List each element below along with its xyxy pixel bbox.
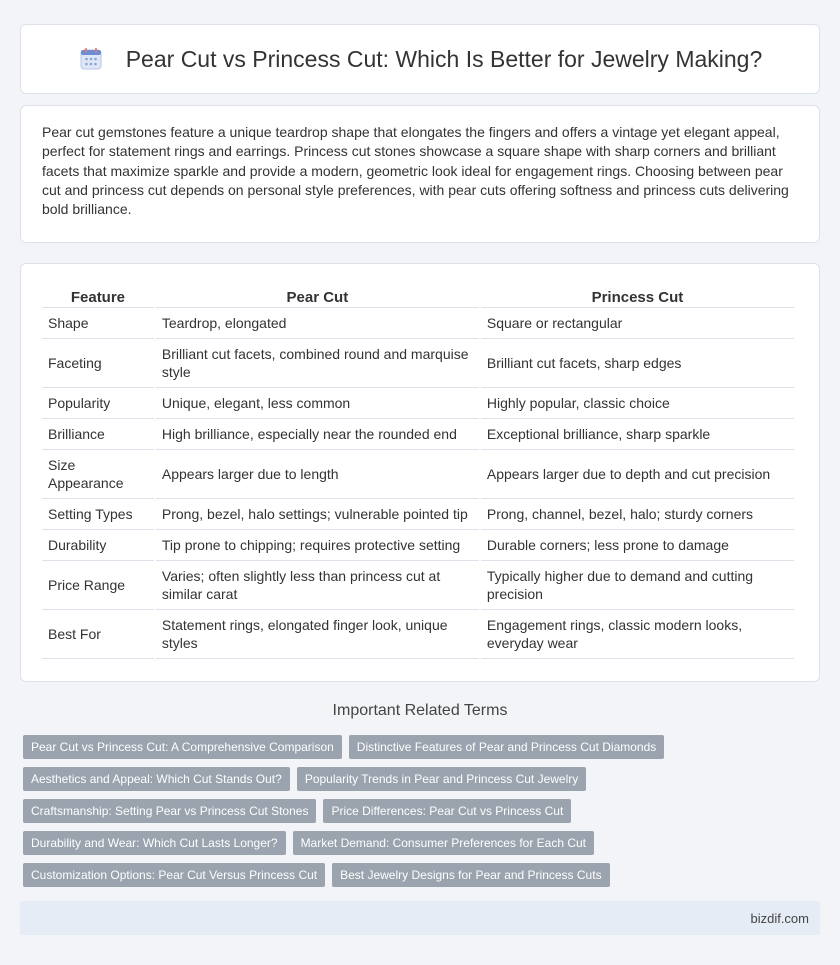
tag-row xyxy=(23,767,818,791)
table-cell-princess: Square or rectangular xyxy=(481,308,794,339)
related-term-tag[interactable]: Price Differences: Pear Cut vs Princess Cut xyxy=(323,799,571,823)
related-term-tag[interactable]: Aesthetics and Appeal: Which Cut Stands Out? xyxy=(23,767,290,791)
related-term-tag[interactable]: Durability and Wear: Which Cut Lasts Longer? xyxy=(23,831,286,855)
tag-row xyxy=(23,799,818,823)
table-cell-pear: Varies; often slightly less than princess cut at similar carat xyxy=(156,561,479,610)
table-cell-feature: Popularity xyxy=(42,388,154,419)
table-row xyxy=(42,610,794,659)
related-term-tag[interactable]: Pear Cut vs Princess Cut: A Comprehensive Comparison xyxy=(23,735,342,759)
table-cell-feature: Faceting xyxy=(42,339,154,388)
table-cell-feature: Durability xyxy=(42,530,154,561)
tag-row xyxy=(23,831,818,855)
related-term-tag[interactable]: Market Demand: Consumer Preferences for Each Cut xyxy=(293,831,594,855)
footer-site-link[interactable]: bizdif.com xyxy=(750,910,809,926)
related-term-tag[interactable]: Best Jewelry Designs for Pear and Princess Cuts xyxy=(332,863,609,887)
table-header-pear-cut: Pear Cut xyxy=(156,286,479,308)
intro-text: Pear cut gemstones feature a unique teardrop shape that elongates the fingers and offers a vintage yet elegant appeal, perfect for statement rings and earrings. Princess cut stones showcase a square shape with sharp corners and brilliant facets that maximize sparkle and provide a modern, geometric look ideal for engagement rings. Choosing between pear cut and princess cut depends on personal style preferences, with pear cuts offering softness and princess cuts delivering bold brilliance. xyxy=(42,124,789,218)
header-card xyxy=(20,24,820,94)
related-term-tag[interactable]: Distinctive Features of Pear and Princess Cut Diamonds xyxy=(349,735,664,759)
table-cell-feature: Price Range xyxy=(42,561,154,610)
related-terms-list xyxy=(23,735,818,895)
table-cell-princess: Exceptional brilliance, sharp sparkle xyxy=(481,419,794,450)
footer xyxy=(20,901,820,935)
table-cell-pear: Statement rings, elongated finger look, unique styles xyxy=(156,610,479,659)
table-cell-pear: Brilliant cut facets, combined round and marquise style xyxy=(156,339,479,388)
table-cell-princess: Typically higher due to demand and cutting precision xyxy=(481,561,794,610)
table-cell-feature: Size Appearance xyxy=(42,450,154,499)
table-header-row xyxy=(42,286,794,308)
table-cell-pear: Appears larger due to length xyxy=(156,450,479,499)
table-cell-princess: Prong, channel, bezel, halo; sturdy corners xyxy=(481,499,794,530)
tag-row xyxy=(23,863,818,887)
table-cell-princess: Engagement rings, classic modern looks, everyday wear xyxy=(481,610,794,659)
table-cell-pear: Teardrop, elongated xyxy=(156,308,479,339)
table-row xyxy=(42,419,794,450)
table-cell-pear: Tip prone to chipping; requires protective setting xyxy=(156,530,479,561)
table-row xyxy=(42,499,794,530)
intro-card xyxy=(20,105,820,243)
table-cell-feature: Brilliance xyxy=(42,419,154,450)
comparison-table xyxy=(40,286,796,659)
tag-row xyxy=(23,735,818,759)
table-row xyxy=(42,561,794,610)
table-header-princess-cut: Princess Cut xyxy=(481,286,794,308)
table-row xyxy=(42,308,794,339)
table-cell-pear: High brilliance, especially near the rounded end xyxy=(156,419,479,450)
comparison-table-card xyxy=(20,263,820,682)
table-row xyxy=(42,339,794,388)
related-term-tag[interactable]: Popularity Trends in Pear and Princess Cut Jewelry xyxy=(297,767,586,791)
table-cell-princess: Durable corners; less prone to damage xyxy=(481,530,794,561)
page-title: Pear Cut vs Princess Cut: Which Is Better for Jewelry Making? xyxy=(125,45,763,72)
table-row xyxy=(42,450,794,499)
related-terms-heading: Important Related Terms xyxy=(332,702,508,719)
table-cell-pear: Unique, elegant, less common xyxy=(156,388,479,419)
related-term-tag[interactable]: Customization Options: Pear Cut Versus Princess Cut xyxy=(23,863,325,887)
table-cell-princess: Highly popular, classic choice xyxy=(481,388,794,419)
table-cell-pear: Prong, bezel, halo settings; vulnerable pointed tip xyxy=(156,499,479,530)
calendar-icon xyxy=(78,46,104,72)
table-cell-princess: Brilliant cut facets, sharp edges xyxy=(481,339,794,388)
table-row xyxy=(42,530,794,561)
related-term-tag[interactable]: Craftsmanship: Setting Pear vs Princess Cut Stones xyxy=(23,799,316,823)
table-cell-feature: Best For xyxy=(42,610,154,659)
table-header-feature: Feature xyxy=(42,286,154,308)
table-cell-feature: Setting Types xyxy=(42,499,154,530)
table-cell-princess: Appears larger due to depth and cut precision xyxy=(481,450,794,499)
table-cell-feature: Shape xyxy=(42,308,154,339)
table-row xyxy=(42,388,794,419)
